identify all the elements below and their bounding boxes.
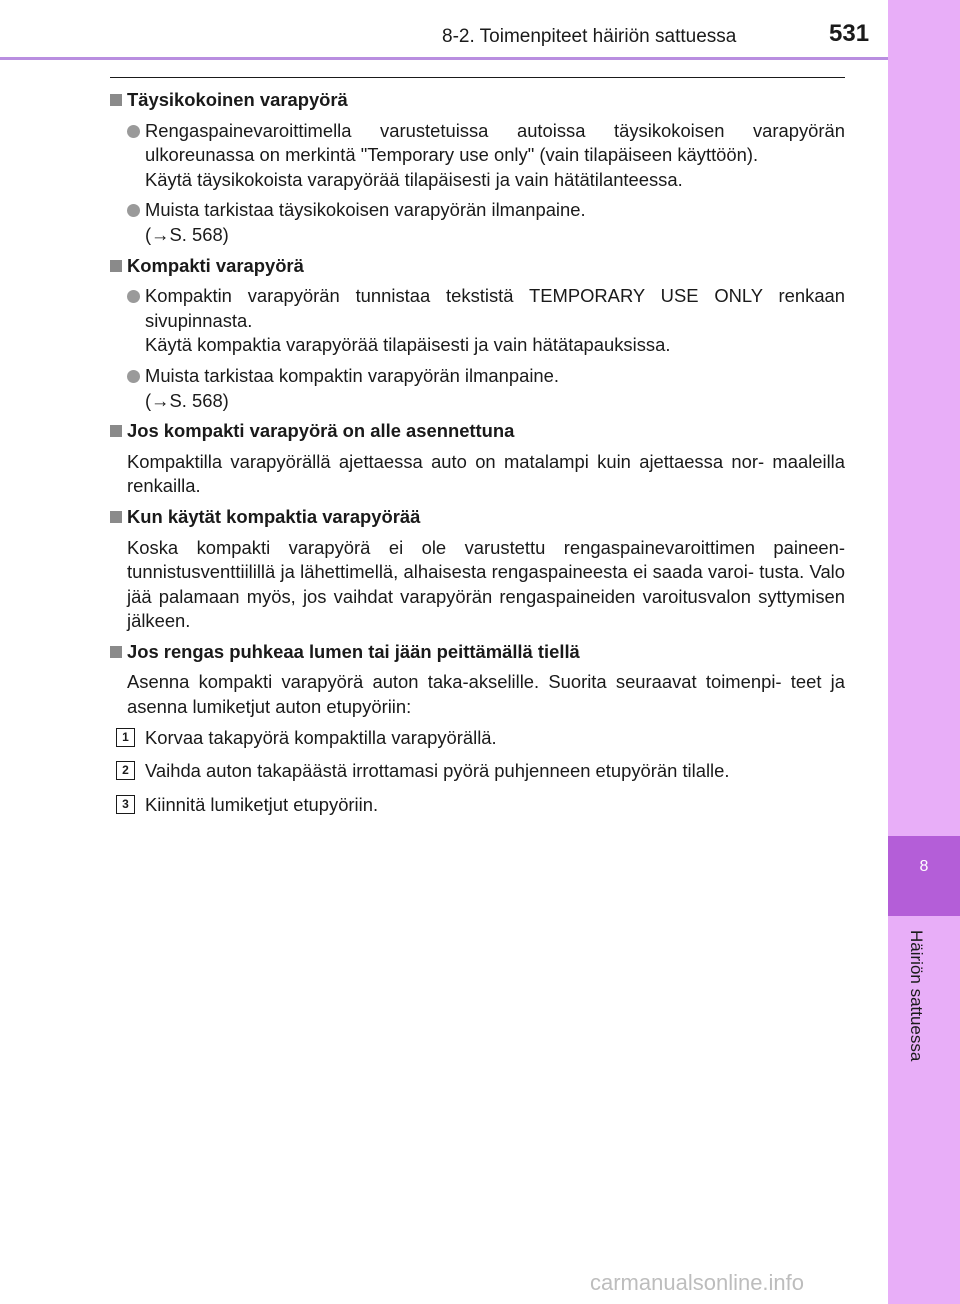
chapter-number: 8 xyxy=(919,858,929,875)
square-bullet-icon xyxy=(110,260,122,272)
step-number: 2 xyxy=(116,761,135,780)
header-divider xyxy=(0,57,888,60)
section-heading: Täysikokoinen varapyörä xyxy=(108,88,845,113)
bullet-item: Kompaktin varapyörän tunnistaa tekstistä TEMPORARY USE ONLY renkaan sivupinnasta. Käytä kompaktia varapyörää tilapäisesti ja vain hätätapauksissa. xyxy=(108,284,845,358)
circle-bullet-icon xyxy=(127,370,140,383)
bullet-item: Muista tarkistaa täysikokoisen varapyörän ilmanpaine. (→S. 568) xyxy=(108,198,845,247)
square-bullet-icon xyxy=(110,646,122,658)
step-item: 3 Kiinnitä lumiketjut etupyöriin. xyxy=(108,793,845,818)
paragraph: Koska kompakti varapyörä ei ole varustettu rengaspainevaroittimen paineen- tunnistusventtiilillä ja lähettimellä, alhaisesta rengaspaineesta ei saada varoi- tusta. Valo jää palamaan myös, jos vaihdat varapyörän rengaspaineiden varoitusvalon syttymisen jälkeen. xyxy=(127,536,845,632)
page-number: 531 xyxy=(829,20,870,47)
bullet-item: Rengaspainevaroittimella varustetuissa autoissa täysikokoisen varapyörän ulkoreunassa on merkintä "Temporary use only" (vain tilapäiseen käyttöön). Käytä täysikokoista varapyörää tilapäisesti ja vain hätätilanteessa. xyxy=(108,119,845,193)
chapter-tab-block xyxy=(888,836,960,916)
square-bullet-icon xyxy=(110,511,122,523)
section-title: 8-2. Toimenpiteet häiriön sattuessa xyxy=(442,26,737,47)
step-item: 2 Vaihda auton takapäästä irrottamasi pyörä puhjenneen etupyörän tilalle. xyxy=(108,759,845,784)
paragraph: Asenna kompakti varapyörä auton taka-akselille. Suorita seuraavat toimenpi- teet ja asenna lumiketjut auton etupyöriin: xyxy=(127,671,845,718)
step-item: 1 Korvaa takapyörä kompaktilla varapyörällä. xyxy=(108,726,845,751)
side-tab xyxy=(888,0,960,1304)
step-number: 1 xyxy=(116,728,135,747)
section-heading: Kompakti varapyörä xyxy=(108,254,845,279)
square-bullet-icon xyxy=(110,425,122,437)
chapter-label: Häiriön sattuessa xyxy=(907,930,926,1062)
circle-bullet-icon xyxy=(127,125,140,138)
section-heading: Jos kompakti varapyörä on alle asennettuna xyxy=(108,419,845,444)
square-bullet-icon xyxy=(110,94,122,106)
bullet-item: Muista tarkistaa kompaktin varapyörän ilmanpaine. (→S. 568) xyxy=(108,364,845,413)
paragraph: Kompaktilla varapyörällä ajettaessa auto on matalampi kuin ajettaessa nor- maaleilla renkailla. xyxy=(127,450,845,497)
section-heading: Kun käytät kompaktia varapyörää xyxy=(108,505,845,530)
watermark: carmanualsonline.info xyxy=(590,1270,805,1295)
circle-bullet-icon xyxy=(127,204,140,217)
page-content xyxy=(108,88,845,826)
circle-bullet-icon xyxy=(127,290,140,303)
section-heading: Jos rengas puhkeaa lumen tai jään peittämällä tiellä xyxy=(108,640,845,665)
content-rule xyxy=(110,77,845,78)
step-number: 3 xyxy=(116,795,135,814)
